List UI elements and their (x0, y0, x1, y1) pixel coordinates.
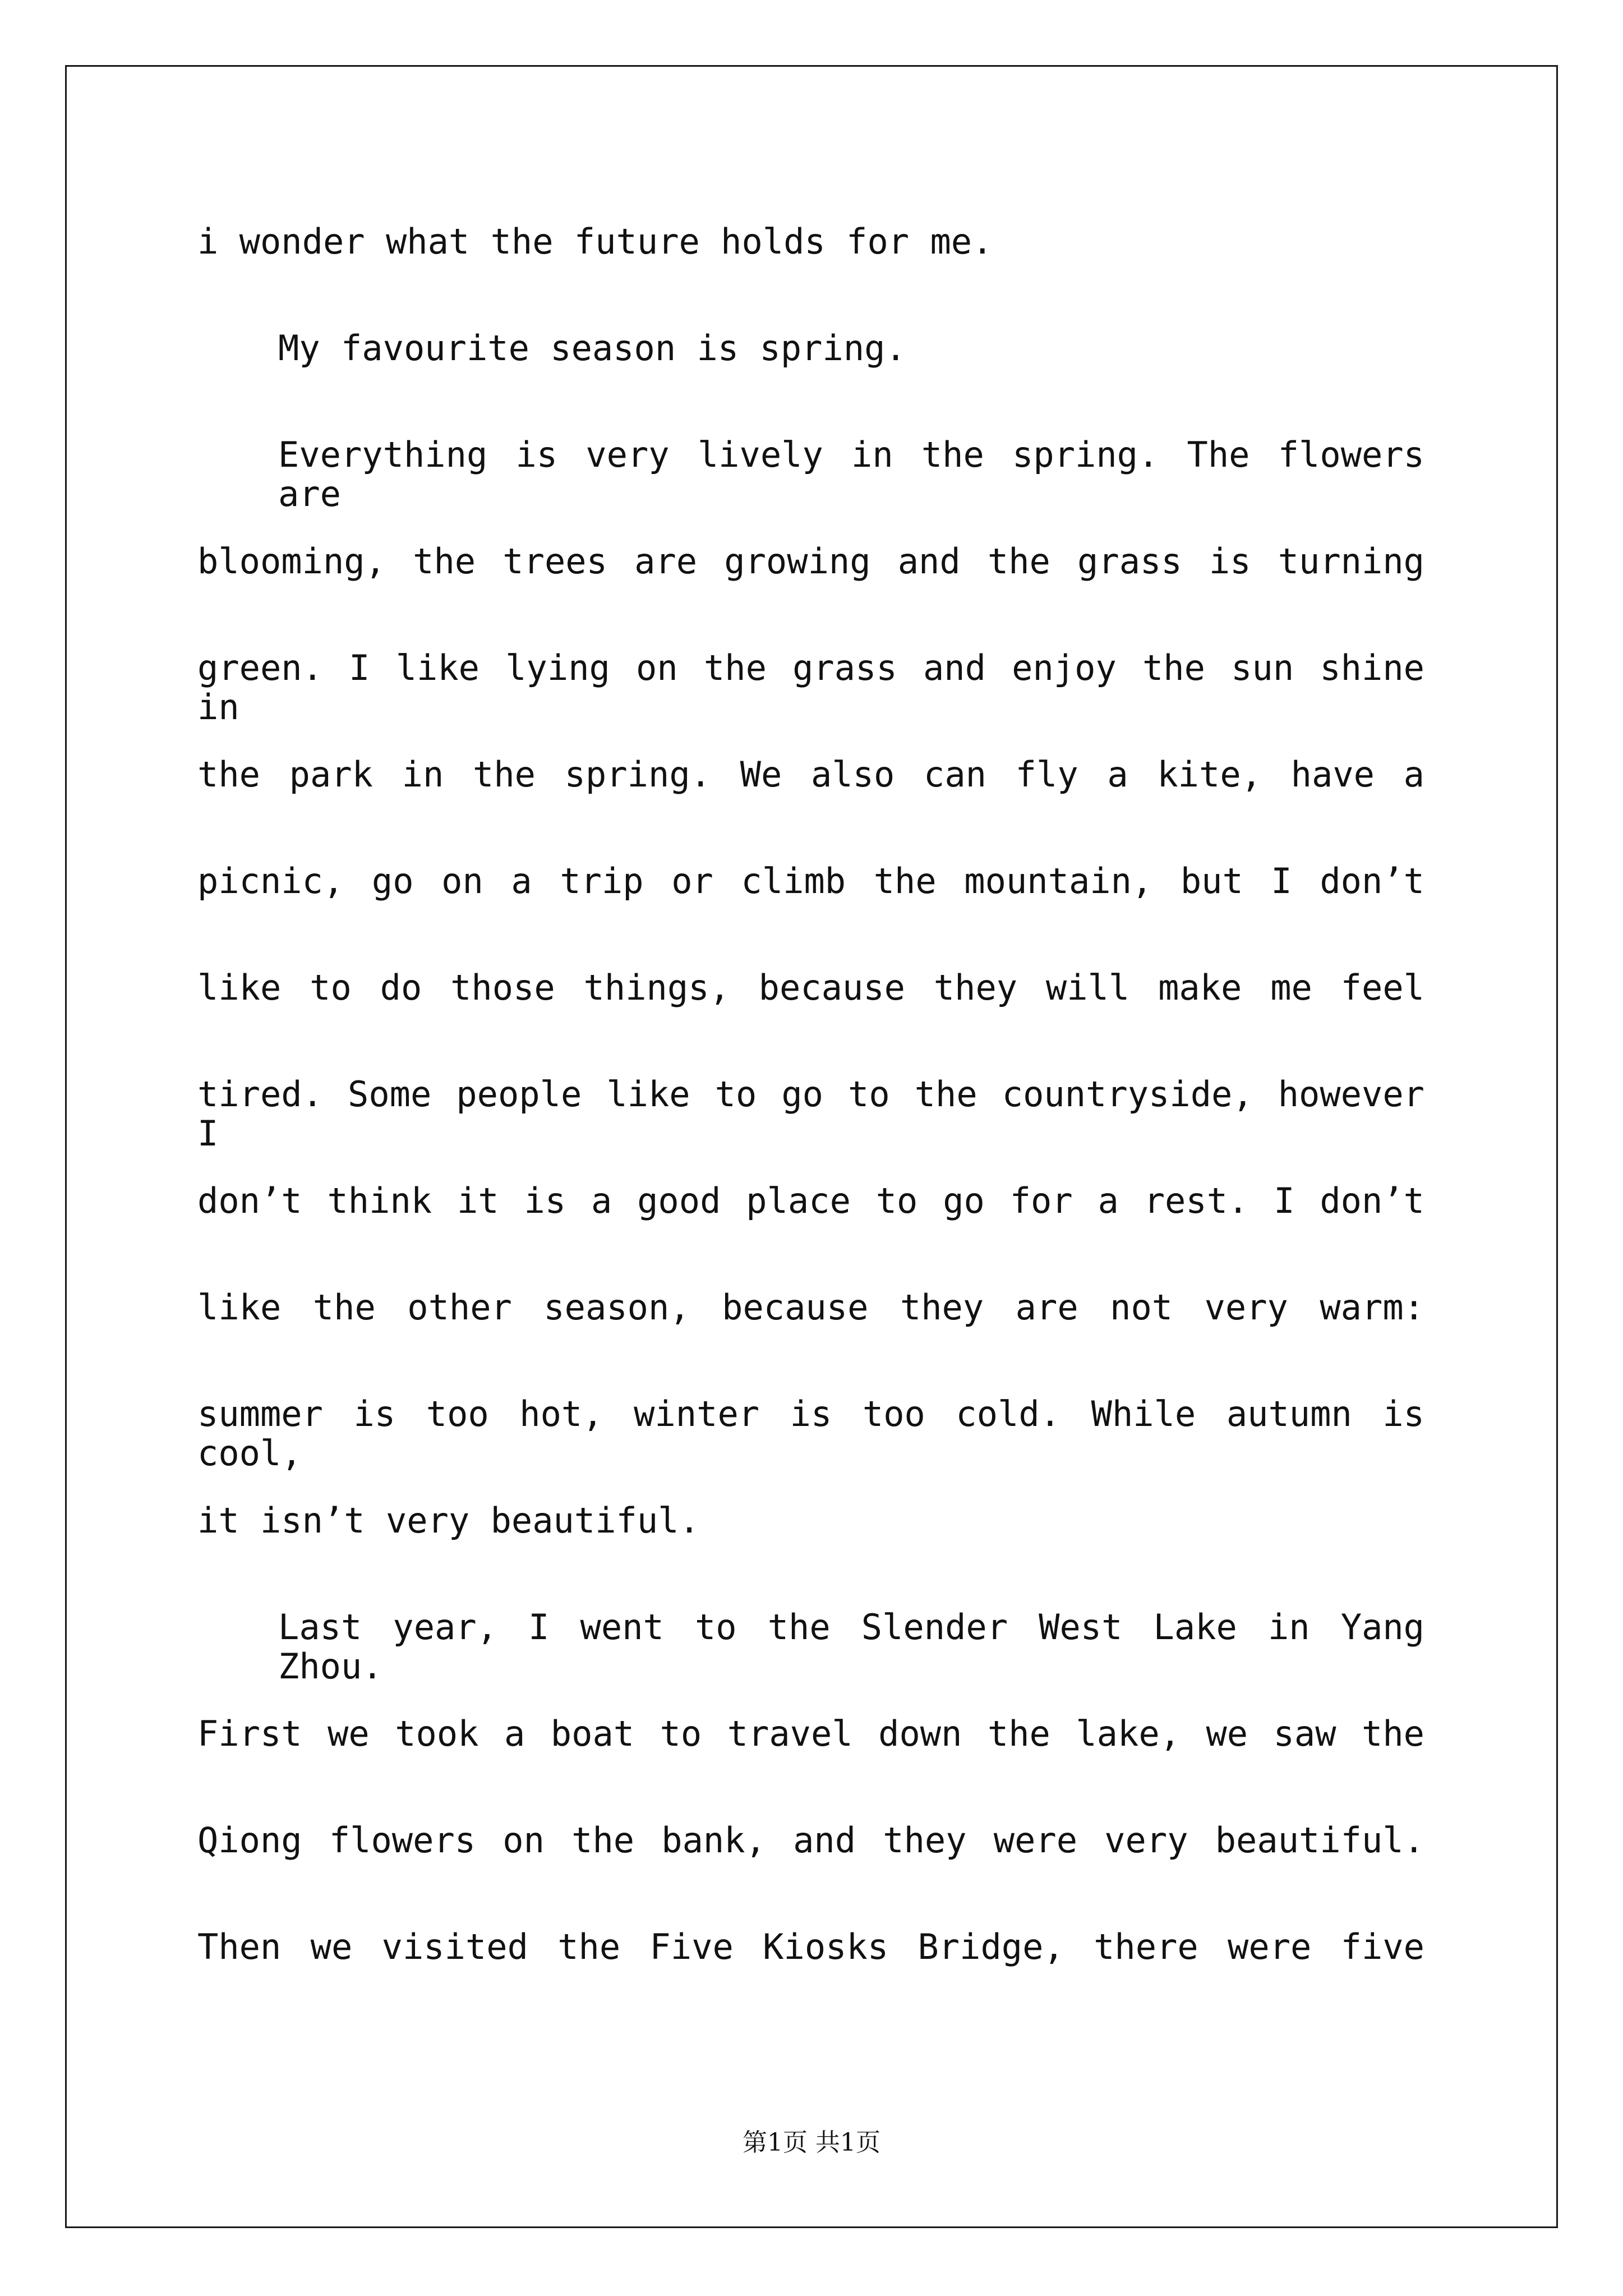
text-line: Last year, I went to the Slender West Lake in Yang Zhou. (278, 1607, 1424, 1687)
document-body (197, 222, 1424, 2034)
text-line: My favourite season is spring. (278, 328, 906, 369)
text-line: First we took a boat to travel down the lake, we saw the (197, 1713, 1424, 1754)
text-line: blooming, the trees are growing and the grass is turning (197, 541, 1424, 582)
text-line: Then we visited the Five Kiosks Bridge, there were five (197, 1926, 1424, 1967)
text-line: don’t think it is a good place to go for a rest. I don’t (197, 1180, 1424, 1221)
page-number-footer: 第1页 共1页 (743, 2128, 880, 2157)
text-line: Qiong flowers on the bank, and they were very beautiful. (197, 1820, 1424, 1861)
text-line: the park in the spring. We also can fly a kite, have a (197, 754, 1424, 795)
text-line: like to do those things, because they will make me feel (197, 967, 1424, 1008)
text-line: Everything is very lively in the spring. The flowers are (278, 434, 1424, 514)
text-line: like the other season, because they are not very warm: (197, 1287, 1424, 1328)
text-line: summer is too hot, winter is too cold. While autumn is cool, (197, 1393, 1424, 1474)
text-line: green. I like lying on the grass and enjoy the sun shine in (197, 647, 1424, 728)
text-line: i wonder what the future holds for me. (197, 221, 993, 262)
text-line: it isn’t very beautiful. (197, 1500, 700, 1541)
text-line: picnic, go on a trip or climb the mountain, but I don’t (197, 861, 1424, 901)
text-line: tired. Some people like to go to the countryside, however I (197, 1074, 1424, 1154)
